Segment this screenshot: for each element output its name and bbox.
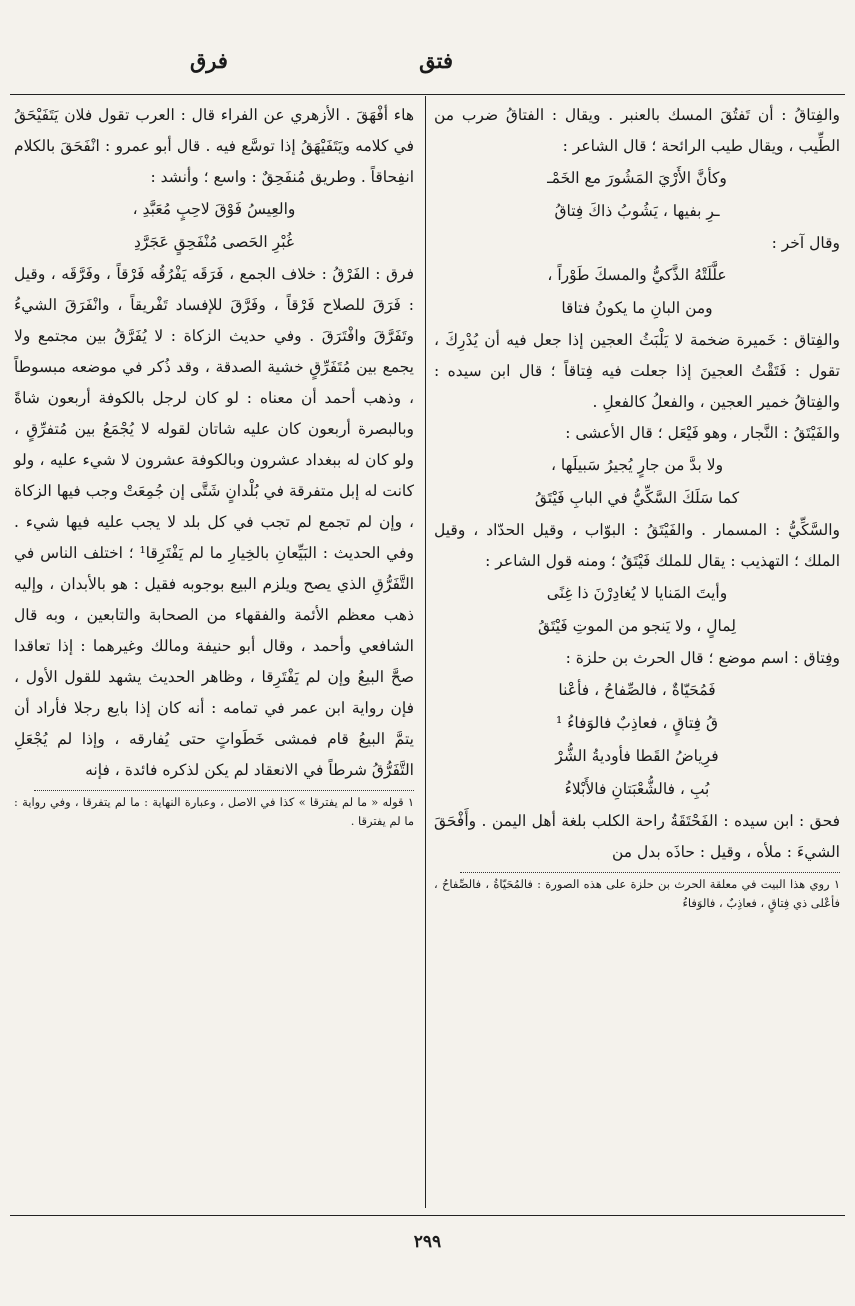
footnote: ١ قوله « ما لم يفترقا » كذا في الاصل ، وعبارة النهاية : ما لم يتفرقا ، وفي رواية : ما لم يفترقا . [14, 795, 414, 828]
verse-line: ولا بدَّ من جارٍ يُجيرُ سَبيلَها ، [550, 456, 724, 474]
right-column [434, 100, 840, 913]
footnote: ١ روي هذا البيت في معلقة الحرث بن حلزة على هذه الصورة : فالمُحَيّاةُ ، فالصِّفاحُ ، فأعْلى ذي فِتاقٍ ، فعاذِبٌ ، فالوَفاءُ [434, 877, 840, 910]
paragraph: فحق : ابن سيده : الفَحْتَقَةُ راحة الكلب بلغة أهل اليمن . وأَفْحَقَ الشيءَ : ملأه ، وقيل : حاذَه بدل من [434, 812, 840, 861]
verse-line: وكأنَّ الأَرْيَ المَشُورَ مع الخَمْـ [547, 169, 727, 187]
paragraph: هاء أفْهَقَ . الأزهري عن الفراء قال : العرب تقول فلان يَتَفَيْحَقُ في كلامه ويَتَفَيْهَقُ إذا توسَّع فيه . قال أبو عمرو : انْفَحَقَ بالكلام انفِحاقاً . وطريق مُنفَحِقٌ : واسع ؛ وأنشد : [14, 106, 414, 186]
verse-line: كما سَلَكَ السَّكِّيُّ في البابِ فَيْتَقُ [534, 489, 740, 507]
verse-line: فَمُحَيّاةٌ ، فالصِّفاحُ ، فأعْنا [558, 681, 716, 699]
paragraph: والفَيْتَقُ : النَّجار ، وهو فَيْعَل ؛ قال الأعشى : [565, 424, 840, 442]
verse-line: بُبِ ، فالشُّعْبَتانِ فالأَبْلاءُ [564, 780, 710, 798]
left-column [14, 100, 414, 831]
verse-line: لِمالٍ ، ولا يَنجو من الموتِ فَيْتَقُ [538, 617, 736, 635]
top-rule [10, 94, 845, 95]
verse-line: ومن البانِ ما يكونُ فتاقا [561, 299, 713, 317]
verse-line: فرِياضُ القَطا فأوديةُ الشُّرْ [555, 747, 719, 765]
verse-line: قُ فِتاقٍ ، فعاذِبٌ فالوَفاءُ ¹ [555, 714, 719, 732]
verse-line: وأيتَ المَنايا لا يُغادِرْنَ ذا غِنًى [546, 584, 728, 602]
verse-line: غُبْرِ الحَصى مُنْفَحِقٍ عَجَرَّدِ [134, 233, 294, 251]
page-number: ٢٩٩ [413, 1232, 442, 1252]
paragraph: وفِتاق : اسم موضع ؛ قال الحرث بن حلزة : [565, 649, 840, 667]
paragraph: وقال آخر : [771, 234, 840, 252]
right-column-blocks [434, 100, 840, 868]
verse-line: ـرِ بفيها ، يَشُوبُ ذاكَ فِتاقُ [554, 202, 720, 220]
verse-line: والعِيسُ فَوْقَ لاحِبٍ مُعَبَّدِ ، [132, 200, 296, 218]
bottom-rule [10, 1215, 845, 1216]
paragraph: والفِتاقُ : أن تَفتُقَ المسك بالعنبر . ويقال : الفتاقُ ضرب من الطِّيب ، ويقال طيب الرائحة ؛ قال الشاعر : [434, 106, 840, 155]
paragraph: والسَّكِّيُّ : المسمار . والفَيْتَقُ : البوّاب ، وقيل الحدّاد ، وقيل الملك ؛ التهذيب : يقال للملك فَيْتَقٌ ؛ ومنه قول الشاعر : [434, 521, 840, 570]
footnote-rule [460, 872, 840, 873]
paragraph: والفِتاق : خَميرة ضخمة لا يَلْبَثُ العجين إذا جعل فيه أن يُدْرِكَ ، تقول : فَتَقْتُ العجينَ إذا جعلت فيه فِتاقاً ؛ قال ابن سيده : والفِتاقُ خمير العجين ، والفعلُ كالفعلِ . [434, 331, 840, 411]
column-divider [425, 96, 426, 1208]
header-left-word: فرق [190, 48, 228, 73]
left-column-blocks [14, 100, 414, 786]
verse-line: علَّلَتْهُ الذَّكيُّ والمسكَ طَوْراً ، [547, 266, 727, 284]
header-right-word: فتق [419, 48, 453, 73]
footnote-rule [34, 790, 414, 791]
paragraph: فرق : الفَرْقُ : خلاف الجمع ، فَرَقَه يَفْرُقُه فَرْقاً ، وفَرَّقَه ، وقيل : فَرَقَ للصلاح فَرْقاً ، وفَرَّقَ للإفساد تَفْريقاً ، وانْفَرَقَ الشيءُ وتَفَرَّقَ وافْتَرَقَ . وفي حديث الزكاة : لا يُفَرَّقُ بين مجتمع ولا يجمع بين مُتَفَرِّقٍ خشية الصدقة ، وقد ذُكر في موضعه مبسوطاً ، وذهب أحمد أن معناه : لو كان لرجل بالكوفة أربعون شاةً وبالبصرة أربعون كان عليه شاتان لقوله لا يُجْمَعُ بين مُتفرِّقٍ ، ولو كان له ببغداد عشرون وبالكوفة عشرون لا شيء عليه ، ولو كانت له إبل متفرقة في بُلْدانٍ شَتَّى إن جُمِعَتْ وجب فيها الزكاة ، وإن لم تجمع لم تجب في كل بلد لا يجب عليه فيها شيء . وفي الحديث : البَيِّعانِ بالخِيارِ ما لم يَفْتَرِقا¹ ؛ اختلف الناس في التَّفَرُّقِ الذي يصح ويلزم البيع بوجوبه فقيل : هو بالأبدان ، وإليه ذهب معظم الأئمة والفقهاء من الصحابة والتابعين ، وبه قال الشافعي وأحمد ، وقال أبو حنيفة ومالك وغيرهما : إذا تعاقدا صحَّ البيعُ وإن لم يَفْتَرِقا ، وظاهر الحديث يشهد للقول الأول ، فإن رواية ابن عمر في تمامه : أنه كان إذا بايع رجلا فأراد أن يتمَّ البيعُ قام فمشى خَطَواتٍ حتى يُفارقه ، وإذا لم يُجْعَلِ التَّفَرُّقُ شرطاً في الانعقاد لم يكن لذكره فائدة ، فإنه [14, 265, 414, 779]
